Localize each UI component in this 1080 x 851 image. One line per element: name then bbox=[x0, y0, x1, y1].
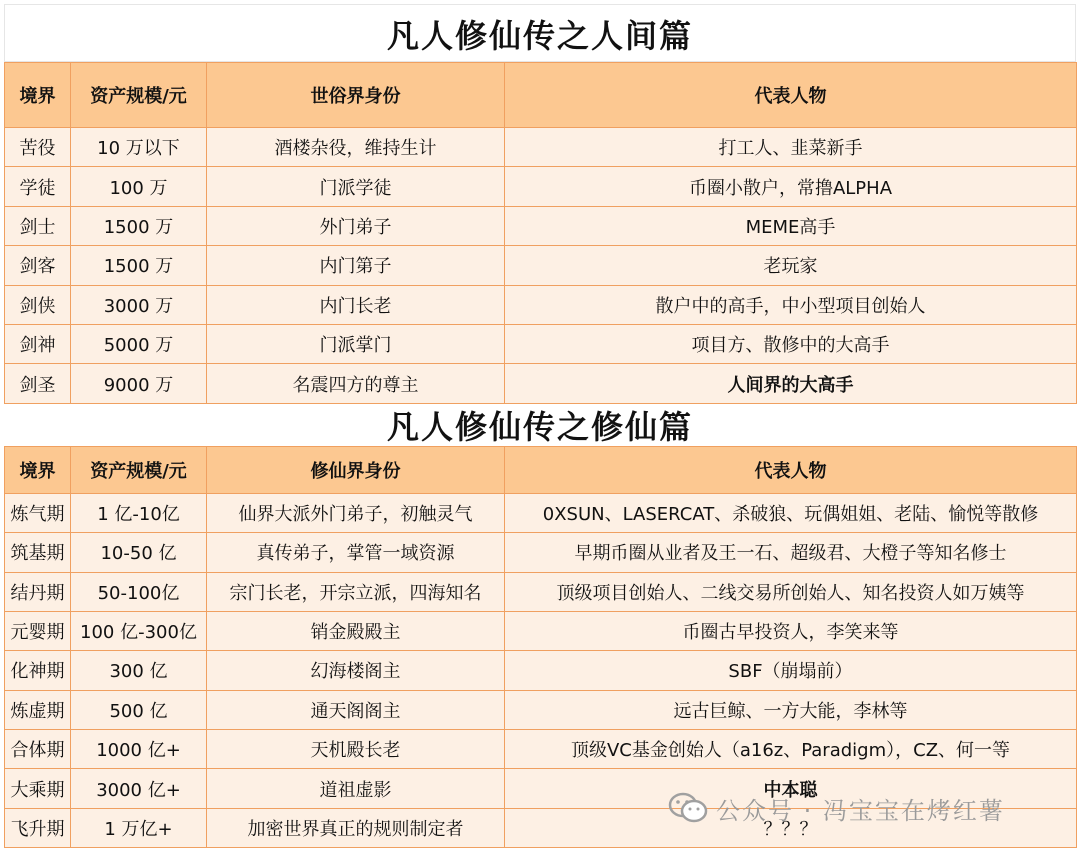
cell-assets: 1500 万 bbox=[71, 246, 207, 285]
cell-identity: 仙界大派外门弟子，初触灵气 bbox=[207, 493, 505, 532]
table-row bbox=[5, 651, 1077, 690]
table-row bbox=[5, 324, 1077, 363]
header-assets: 资产规模/元 bbox=[71, 63, 207, 128]
cell-realm: 剑神 bbox=[5, 324, 71, 363]
cell-realm: 苦役 bbox=[5, 128, 71, 167]
cell-assets: 1 亿-10亿 bbox=[71, 493, 207, 532]
cell-realm: 合体期 bbox=[5, 730, 71, 769]
table-row bbox=[5, 128, 1077, 167]
cell-realm: 化神期 bbox=[5, 651, 71, 690]
table-row bbox=[5, 364, 1077, 403]
cell-identity: 道祖虚影 bbox=[207, 769, 505, 808]
table-header-row bbox=[5, 446, 1077, 493]
table-row bbox=[5, 533, 1077, 572]
header-identity: 修仙界身份 bbox=[207, 446, 505, 493]
cell-realm: 炼气期 bbox=[5, 493, 71, 532]
table-row bbox=[5, 690, 1077, 729]
cell-identity: 名震四方的尊主 bbox=[207, 364, 505, 403]
cell-representatives: 0XSUN、LASERCAT、杀破狼、玩偶姐姐、老陆、愉悦等散修 bbox=[505, 493, 1077, 532]
cell-realm: 结丹期 bbox=[5, 572, 71, 611]
cell-assets: 1 万亿+ bbox=[71, 808, 207, 847]
cell-assets: 3000 万 bbox=[71, 285, 207, 324]
cell-assets: 100 万 bbox=[71, 167, 207, 206]
header-identity: 世俗界身份 bbox=[207, 63, 505, 128]
watermark bbox=[668, 788, 1005, 828]
table-row bbox=[5, 611, 1077, 650]
cell-identity: 真传弟子，掌管一域资源 bbox=[207, 533, 505, 572]
cell-assets: 9000 万 bbox=[71, 364, 207, 403]
cell-representatives: 币圈小散户，常撸ALPHA bbox=[505, 167, 1077, 206]
cell-representatives: 币圈古早投资人，李笑来等 bbox=[505, 611, 1077, 650]
cell-realm: 飞升期 bbox=[5, 808, 71, 847]
cell-realm: 剑侠 bbox=[5, 285, 71, 324]
header-realm: 境界 bbox=[5, 63, 71, 128]
cell-assets: 10 万以下 bbox=[71, 128, 207, 167]
table-header-row bbox=[5, 63, 1077, 128]
cell-assets: 1000 亿+ bbox=[71, 730, 207, 769]
cell-identity: 销金殿殿主 bbox=[207, 611, 505, 650]
cell-realm: 炼虚期 bbox=[5, 690, 71, 729]
table-row bbox=[5, 167, 1077, 206]
section1-table bbox=[4, 62, 1077, 404]
header-representatives: 代表人物 bbox=[505, 446, 1077, 493]
cell-representatives: SBF（崩塌前） bbox=[505, 651, 1077, 690]
cell-representatives: 中本聪 bbox=[505, 769, 1077, 808]
cell-assets: 1500 万 bbox=[71, 206, 207, 245]
cell-identity: 门派掌门 bbox=[207, 324, 505, 363]
cell-representatives: 远古巨鲸、一方大能，李林等 bbox=[505, 690, 1077, 729]
table-row bbox=[5, 730, 1077, 769]
table-row bbox=[5, 493, 1077, 532]
table-row bbox=[5, 246, 1077, 285]
cell-realm: 元婴期 bbox=[5, 611, 71, 650]
cell-identity: 加密世界真正的规则制定者 bbox=[207, 808, 505, 847]
page bbox=[4, 4, 1076, 848]
cell-identity: 宗门长老，开宗立派，四海知名 bbox=[207, 572, 505, 611]
cell-realm: 剑圣 bbox=[5, 364, 71, 403]
cell-assets: 3000 亿+ bbox=[71, 769, 207, 808]
cell-assets: 300 亿 bbox=[71, 651, 207, 690]
cell-realm: 筑基期 bbox=[5, 533, 71, 572]
section2-title: 凡人修仙传之修仙篇 bbox=[386, 407, 693, 446]
table-row bbox=[5, 285, 1077, 324]
cell-identity: 内门长老 bbox=[207, 285, 505, 324]
section1-body bbox=[5, 128, 1077, 404]
cell-identity: 门派学徒 bbox=[207, 167, 505, 206]
cell-representatives: ？？？ bbox=[505, 808, 1077, 847]
cell-realm: 大乘期 bbox=[5, 769, 71, 808]
watermark-text: 公众号 · 冯宝宝在烤红薯 bbox=[716, 796, 1005, 825]
cell-representatives: 项目方、散修中的大高手 bbox=[505, 324, 1077, 363]
cell-assets: 5000 万 bbox=[71, 324, 207, 363]
cell-representatives: 打工人、韭菜新手 bbox=[505, 128, 1077, 167]
cell-assets: 50-100亿 bbox=[71, 572, 207, 611]
cell-realm: 学徒 bbox=[5, 167, 71, 206]
header-realm: 境界 bbox=[5, 446, 71, 493]
cell-representatives: 老玩家 bbox=[505, 246, 1077, 285]
cell-representatives: 早期币圈从业者及王一石、超级君、大橙子等知名修士 bbox=[505, 533, 1077, 572]
table-row bbox=[5, 206, 1077, 245]
cell-assets: 500 亿 bbox=[71, 690, 207, 729]
cell-identity: 外门弟子 bbox=[207, 206, 505, 245]
cell-identity: 酒楼杂役，维持生计 bbox=[207, 128, 505, 167]
cell-assets: 100 亿-300亿 bbox=[71, 611, 207, 650]
cell-identity: 天机殿长老 bbox=[207, 730, 505, 769]
cell-representatives: 顶级VC基金创始人（a16z、Paradigm），CZ、何一等 bbox=[505, 730, 1077, 769]
table-row bbox=[5, 572, 1077, 611]
header-representatives: 代表人物 bbox=[505, 63, 1077, 128]
cell-assets: 10-50 亿 bbox=[71, 533, 207, 572]
cell-realm: 剑客 bbox=[5, 246, 71, 285]
header-assets: 资产规模/元 bbox=[71, 446, 207, 493]
cell-representatives: 顶级项目创始人、二线交易所创始人、知名投资人如万姨等 bbox=[505, 572, 1077, 611]
cell-representatives: 人间界的大高手 bbox=[505, 364, 1077, 403]
section1-title: 凡人修仙传之人间篇 bbox=[4, 4, 1076, 62]
cell-identity: 幻海楼阁主 bbox=[207, 651, 505, 690]
cell-identity: 内门第子 bbox=[207, 246, 505, 285]
cell-representatives: 散户中的高手，中小型项目创始人 bbox=[505, 285, 1077, 324]
cell-identity: 通天阁阁主 bbox=[207, 690, 505, 729]
wechat-icon bbox=[668, 792, 708, 824]
cell-realm: 剑士 bbox=[5, 206, 71, 245]
cell-representatives: MEME高手 bbox=[505, 206, 1077, 245]
